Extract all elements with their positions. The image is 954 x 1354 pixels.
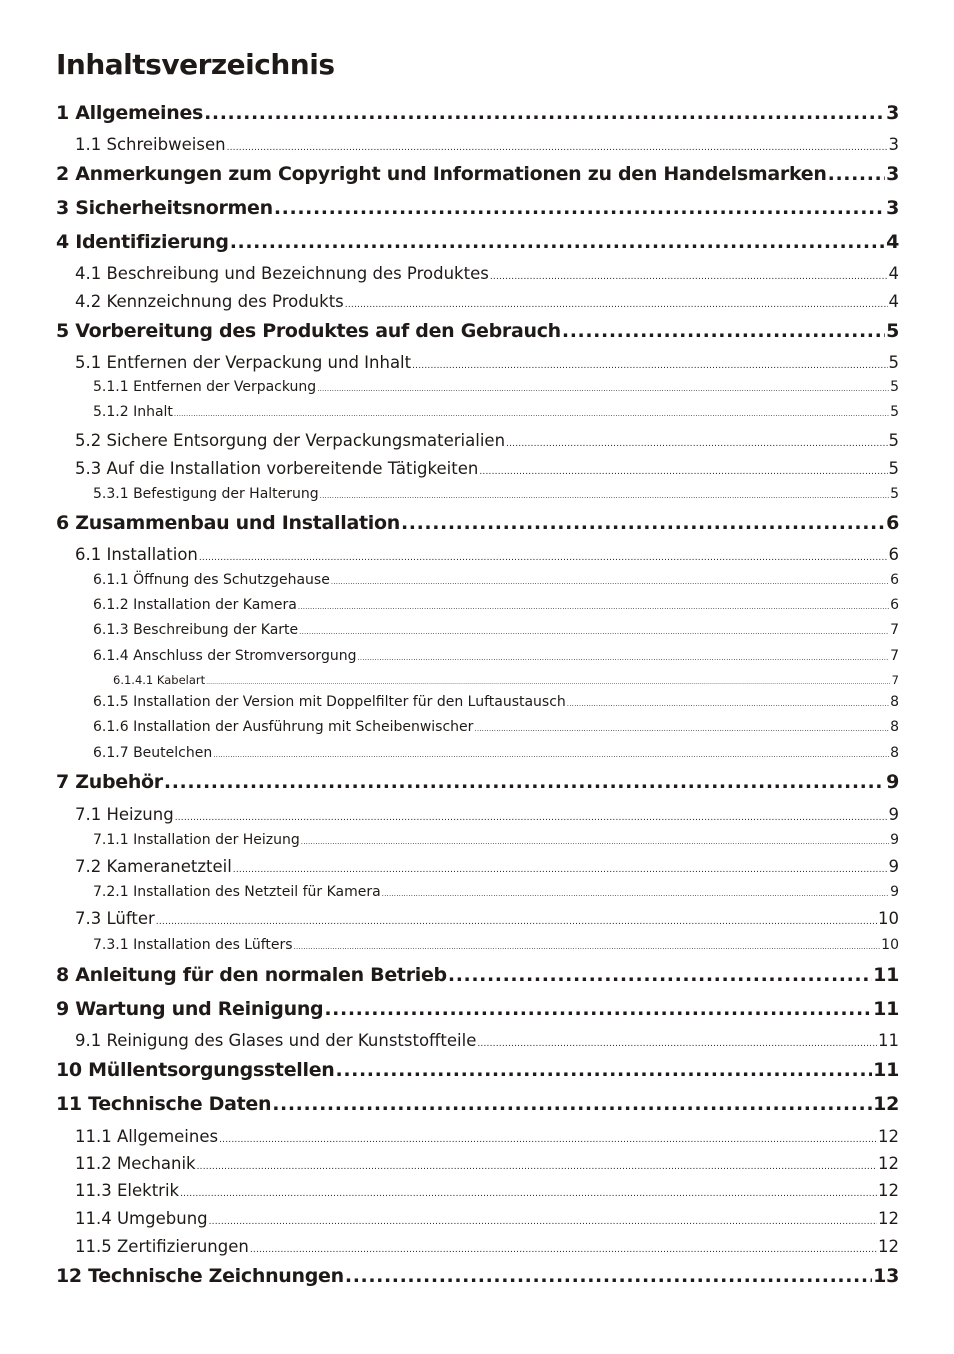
toc-entry-label: 5.1 Entfernen der Verpackung und Inhalt — [75, 353, 412, 372]
toc-entry-page-number: 12 — [878, 1127, 899, 1146]
toc-entry-page-number: 7 — [891, 673, 899, 687]
toc-entry-page-number: 5 — [888, 459, 899, 478]
toc-entry[interactable] — [56, 648, 899, 664]
toc-entry[interactable] — [56, 292, 899, 311]
toc-entry[interactable] — [56, 320, 899, 342]
toc-entry-label: 7 Zubehör — [56, 771, 163, 793]
toc-entry-label: 8 Anleitung für den normalen Betrieb — [56, 964, 447, 986]
toc-entry-page-number: 3 — [886, 102, 899, 124]
toc-entry-page-number: 6 — [886, 512, 899, 534]
toc-dot-leader — [401, 512, 885, 534]
toc-entry[interactable] — [56, 512, 899, 534]
toc-entry-page-number: 9 — [890, 884, 899, 900]
toc-dot-leader — [357, 654, 889, 662]
toc-dot-leader — [180, 1189, 877, 1199]
toc-entry-label: 6.1.4.1 Kabelart — [113, 673, 206, 687]
toc-entry-page-number: 8 — [890, 719, 899, 735]
toc-entry-page-number: 5 — [888, 353, 899, 372]
toc-entry-label: 11.5 Zertifizierungen — [75, 1237, 249, 1256]
toc-entry[interactable] — [56, 1181, 899, 1200]
toc-entry-page-number: 12 — [873, 1093, 899, 1115]
toc-dot-leader — [299, 628, 889, 636]
toc-entry[interactable] — [56, 694, 899, 710]
toc-entry-page-number: 3 — [888, 135, 899, 154]
toc-entry[interactable] — [56, 353, 899, 372]
toc-dot-leader — [274, 197, 885, 219]
toc-entry-label: 6 Zusammenbau und Installation — [56, 512, 400, 534]
toc-entry-page-number: 11 — [878, 1031, 899, 1050]
toc-dot-leader — [567, 700, 889, 708]
toc-entry[interactable] — [56, 486, 899, 502]
toc-dot-leader — [164, 771, 885, 793]
toc-dot-leader — [479, 467, 887, 477]
toc-entry[interactable] — [56, 622, 899, 638]
toc-entry-page-number: 8 — [890, 745, 899, 761]
toc-entry[interactable] — [56, 1031, 899, 1050]
toc-entry-label: 11 Technische Daten — [56, 1093, 272, 1115]
toc-entry[interactable] — [56, 673, 899, 687]
toc-entry[interactable] — [56, 884, 899, 900]
toc-entry-page-number: 9 — [886, 771, 899, 793]
toc-entry[interactable] — [56, 1127, 899, 1146]
toc-entry-label: 5.3.1 Befestigung der Halterung — [93, 486, 319, 502]
toc-entry-page-number: 11 — [873, 964, 899, 986]
toc-entry[interactable] — [56, 1265, 899, 1287]
toc-entry-label: 11.3 Elektrik — [75, 1181, 180, 1200]
toc-entry-label: 6.1.4 Anschluss der Stromversorgung — [93, 648, 357, 664]
toc-dot-leader — [294, 943, 881, 951]
toc-entry-page-number: 5 — [888, 431, 899, 450]
toc-entry-label: 6.1.1 Öffnung des Schutzgehause — [93, 572, 330, 588]
toc-entry[interactable] — [56, 163, 899, 185]
toc-entry-page-number: 3 — [886, 197, 899, 219]
toc-entry-page-number: 6 — [888, 545, 899, 564]
toc-entry-label: 7.3 Lüfter — [75, 909, 155, 928]
toc-entry-label: 5.3 Auf die Installation vorbereitende Tätigkeiten — [75, 459, 479, 478]
toc-entry[interactable] — [56, 805, 899, 824]
toc-entry[interactable] — [56, 135, 899, 154]
page-title: Inhaltsverzeichnis — [56, 48, 335, 81]
toc-entry-label: 5.1.2 Inhalt — [93, 404, 173, 420]
toc-entry[interactable] — [56, 964, 899, 986]
toc-entry-label: 7.3.1 Installation des Lüfters — [93, 937, 293, 953]
toc-entry-label: 6.1 Installation — [75, 545, 198, 564]
toc-entry[interactable] — [56, 719, 899, 735]
toc-entry-label: 4.2 Kennzeichnung des Produkts — [75, 292, 344, 311]
toc-entry-page-number: 12 — [878, 1154, 899, 1173]
toc-entry[interactable] — [56, 1059, 899, 1081]
toc-dot-leader — [412, 361, 887, 371]
toc-entry-page-number: 10 — [881, 937, 899, 953]
toc-dot-leader — [382, 890, 889, 898]
toc-entry-label: 11.2 Mechanik — [75, 1154, 196, 1173]
toc-dot-leader — [174, 410, 889, 418]
toc-entry[interactable] — [56, 832, 899, 848]
toc-entry-label: 12 Technische Zeichnungen — [56, 1265, 344, 1287]
toc-entry[interactable] — [56, 572, 899, 588]
toc-entry-label: 6.1.3 Beschreibung der Karte — [93, 622, 299, 638]
toc-entry[interactable] — [56, 771, 899, 793]
toc-entry-page-number: 9 — [888, 805, 899, 824]
toc-entry-label: 7.1.1 Installation der Heizung — [93, 832, 300, 848]
toc-entry-label: 10 Müllentsorgungsstellen — [56, 1059, 335, 1081]
toc-dot-leader — [206, 679, 891, 686]
toc-dot-leader — [490, 272, 888, 282]
toc-dot-leader — [298, 603, 889, 611]
toc-entry-page-number: 4 — [888, 264, 899, 283]
toc-entry-label: 6.1.2 Installation der Kamera — [93, 597, 297, 613]
toc-entry-page-number: 7 — [890, 622, 899, 638]
toc-dot-leader — [345, 1265, 872, 1287]
toc-dot-leader — [317, 385, 889, 393]
toc-entry-page-number: 4 — [886, 231, 899, 253]
toc-entry-label: 1 Allgemeines — [56, 102, 204, 124]
toc-entry[interactable] — [56, 1209, 899, 1228]
toc-entry[interactable] — [56, 1237, 899, 1256]
toc-entry[interactable] — [56, 231, 899, 253]
toc-entry-label: 11.4 Umgebung — [75, 1209, 208, 1228]
toc-entry[interactable] — [56, 1093, 899, 1115]
toc-entry-label: 6.1.7 Beutelchen — [93, 745, 213, 761]
toc-dot-leader — [474, 725, 889, 733]
toc-entry[interactable] — [56, 937, 899, 953]
toc-entry[interactable] — [56, 998, 899, 1020]
toc-entry-label: 6.1.5 Installation der Version mit Doppelfilter für den Luftaustausch — [93, 694, 566, 710]
toc-entry-page-number: 12 — [878, 1181, 899, 1200]
toc-dot-leader — [506, 439, 887, 449]
toc-dot-leader — [272, 1093, 872, 1115]
toc-entry-page-number: 8 — [890, 694, 899, 710]
toc-entry[interactable] — [56, 379, 899, 395]
toc-dot-leader — [204, 102, 885, 124]
toc-entry[interactable] — [56, 459, 899, 478]
toc-dot-leader — [175, 813, 888, 823]
toc-dot-leader — [199, 553, 888, 563]
toc-dot-leader — [156, 917, 877, 927]
toc-dot-leader — [320, 492, 889, 500]
toc-entry[interactable] — [56, 264, 899, 283]
toc-dot-leader — [828, 163, 885, 185]
toc-entry-label: 9 Wartung und Reinigung — [56, 998, 324, 1020]
toc-entry-label: 5.1.1 Entfernen der Verpackung — [93, 379, 317, 395]
toc-entry-page-number: 3 — [886, 163, 899, 185]
toc-entry-label: 4.1 Beschreibung und Bezeichnung des Produktes — [75, 264, 489, 283]
toc-entry-page-number: 12 — [878, 1237, 899, 1256]
toc-entry[interactable] — [56, 1154, 899, 1173]
toc-entry-label: 6.1.6 Installation der Ausführung mit Scheibenwischer — [93, 719, 474, 735]
toc-dot-leader — [345, 300, 888, 310]
toc-entry-page-number: 5 — [890, 379, 899, 395]
toc-entry-page-number: 5 — [890, 404, 899, 420]
toc-entry[interactable] — [56, 857, 899, 876]
toc-entry[interactable] — [56, 404, 899, 420]
toc-entry-page-number: 11 — [873, 1059, 899, 1081]
toc-entry-page-number: 9 — [890, 832, 899, 848]
toc-entry-page-number: 9 — [888, 857, 899, 876]
toc-entry-label: 7.1 Heizung — [75, 805, 174, 824]
toc-entry[interactable] — [56, 197, 899, 219]
toc-entry[interactable] — [56, 909, 899, 928]
toc-entry-page-number: 5 — [886, 320, 899, 342]
toc-entry-label: 3 Sicherheitsnormen — [56, 197, 273, 219]
toc-entry[interactable] — [56, 545, 899, 564]
toc-dot-leader — [301, 838, 889, 846]
toc-dot-leader — [219, 1135, 877, 1145]
toc-entry-label: 2 Anmerkungen zum Copyright und Informationen zu den Handelsmarken — [56, 163, 827, 185]
toc-entry-label: 5 Vorbereitung des Produktes auf den Gebrauch — [56, 320, 561, 342]
toc-dot-leader — [562, 320, 885, 342]
toc-entry[interactable] — [56, 102, 899, 124]
toc-dot-leader — [233, 865, 888, 875]
toc-entry-label: 1.1 Schreibweisen — [75, 135, 226, 154]
toc-entry-label: 5.2 Sichere Entsorgung der Verpackungsmaterialien — [75, 431, 506, 450]
toc-entry-page-number: 5 — [890, 486, 899, 502]
toc-dot-leader — [477, 1039, 877, 1049]
toc-entry-label: 7.2.1 Installation des Netzteil für Kamera — [93, 884, 381, 900]
toc-entry-page-number: 11 — [873, 998, 899, 1020]
toc-entry[interactable] — [56, 431, 899, 450]
toc-dot-leader — [197, 1162, 877, 1172]
toc-entry-page-number: 7 — [890, 648, 899, 664]
toc-dot-leader — [227, 143, 888, 153]
toc-entry[interactable] — [56, 597, 899, 613]
toc-entry-label: 7.2 Kameranetzteil — [75, 857, 232, 876]
toc-dot-leader — [448, 964, 872, 986]
toc-entry-page-number: 13 — [873, 1265, 899, 1287]
toc-dot-leader — [331, 578, 889, 586]
toc-dot-leader — [213, 751, 889, 759]
toc-dot-leader — [336, 1059, 873, 1081]
toc-entry-page-number: 6 — [890, 572, 899, 588]
toc-entry-label: 11.1 Allgemeines — [75, 1127, 219, 1146]
toc-entry-page-number: 4 — [888, 292, 899, 311]
toc-entry-label: 4 Identifizierung — [56, 231, 229, 253]
toc-dot-leader — [209, 1217, 877, 1227]
toc-dot-leader — [250, 1245, 877, 1255]
toc-entry[interactable] — [56, 745, 899, 761]
toc-dot-leader — [230, 231, 885, 253]
toc-entry-label: 9.1 Reinigung des Glases und der Kunststoffteile — [75, 1031, 477, 1050]
toc-entry-page-number: 6 — [890, 597, 899, 613]
toc-dot-leader — [324, 998, 872, 1020]
toc-entry-page-number: 12 — [878, 1209, 899, 1228]
toc-entry-page-number: 10 — [878, 909, 899, 928]
